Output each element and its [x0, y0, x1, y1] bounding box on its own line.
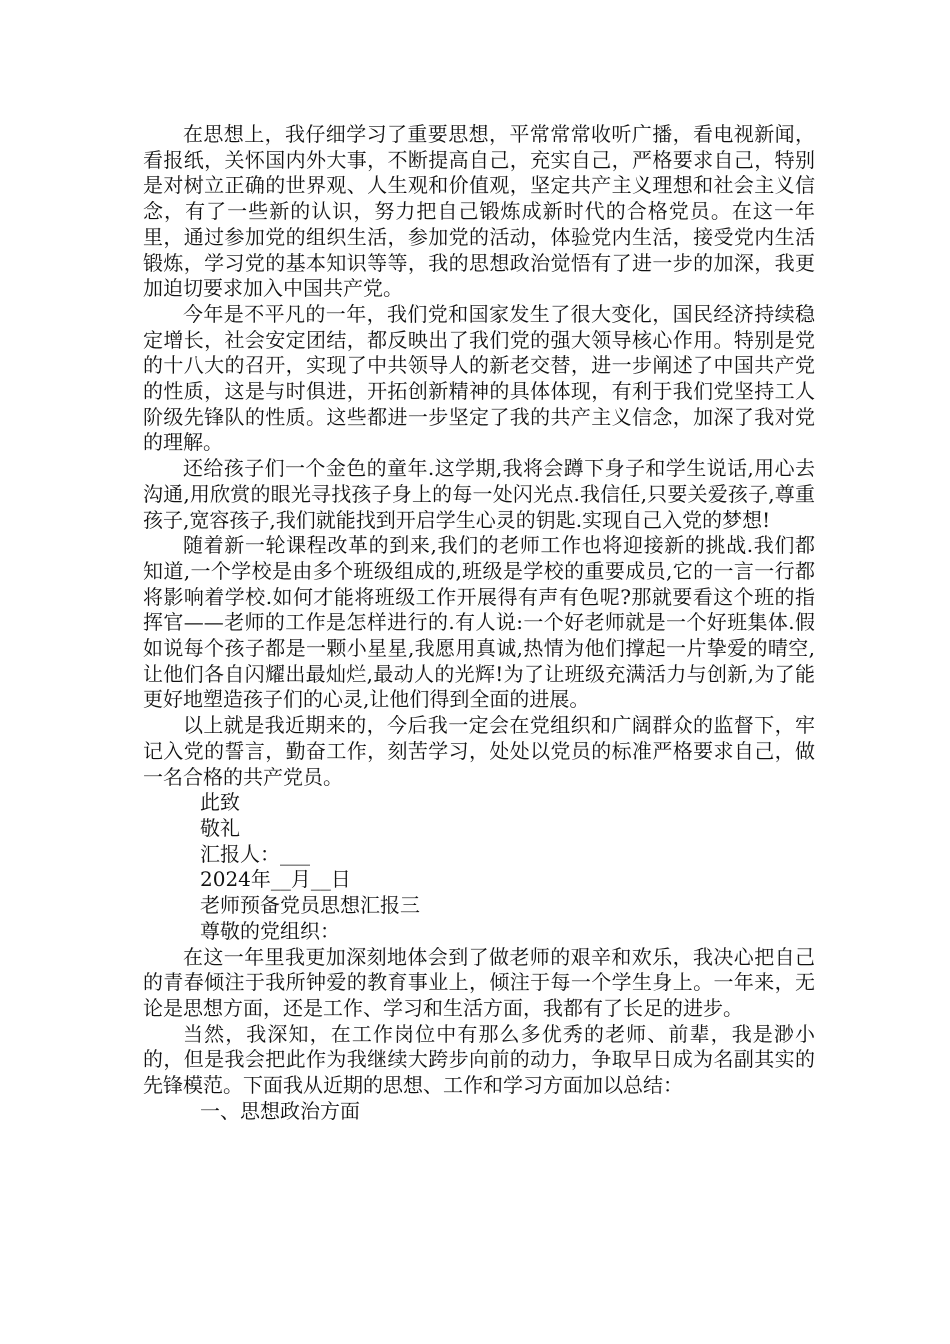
salutation: 尊敬的党组织：	[200, 918, 340, 943]
next-report-title: 老师预备党员思想汇报三	[200, 893, 420, 918]
paragraph-teacher-year: 在这一年里我更加深刻地体会到了做老师的艰辛和欢乐，我决心把自己的青春倾注于我所钟爱的教育事业上，倾注于每一个学生身上。一年来，无论是思想方面，还是工作、学习和生活方面，我都有了长足的进步。	[143, 944, 815, 1020]
paragraph-conclusion: 以上就是我近期来的，今后我一定会在党组织和广阔群众的监督下，牢记入党的誓言，勤奋工作，刻苦学习，处处以党员的标准严格要求自己，做一名合格的共产党员。	[143, 713, 815, 789]
paragraph-children: 还给孩子们一个金色的童年.这学期,我将会蹲下身子和学生说话,用心去沟通,用欣赏的眼光寻找孩子身上的每一处闪光点.我信任,只要关爱孩子,尊重孩子,宽容孩子,我们就能找到开启学生心灵的钥匙.实现自己入党的梦想!	[143, 456, 815, 532]
paragraph-self-awareness: 当然，我深知，在工作岗位中有那么多优秀的老师、前辈，我是渺小的，但是我会把此作为我继续大跨步向前的动力，争取早日成为名副其实的先锋模范。下面我从近期的思想、工作和学习方面加以总结：	[143, 1021, 815, 1098]
document-body	[143, 122, 815, 1124]
date-line: 2024年__月__日	[200, 867, 351, 892]
closing-jingli: 敬礼	[200, 815, 240, 840]
closing-cizhi: 此致	[200, 790, 240, 815]
section-heading: 一、思想政治方面	[200, 1098, 360, 1123]
paragraph-thought: 在思想上，我仔细学习了重要思想，平常常常收听广播，看电视新闻，看报纸，关怀国内外大事，不断提高自己，充实自己，严格要求自己，特别是对树立正确的世界观、人生观和价值观，坚定共产主义理想和社会主义信念，有了一些新的认识，努力把自己锻炼成新时代的合格党员。在这一年里，通过参加党的组织生活，参加党的活动，体验党内生活，接受党内生活锻炼，学习党的基本知识等等，我的思想政治觉悟有了进一步的加深，我更加迫切要求加入中国共产党。	[143, 122, 815, 301]
paragraph-curriculum: 随着新一轮课程改革的到来,我们的老师工作也将迎接新的挑战.我们都知道,一个学校是由多个班级组成的,班级是学校的重要成员,它的一言一行都将影响着学校.如何才能将班级工作开展得有声有色呢?那就要看这个班的指挥官——老师的工作是怎样进行的.有人说:一个好老师就是一个好班集体.假如说每个孩子都是一颗小星星,我愿用真诚,热情为他们撑起一片挚爱的晴空,让他们各自闪耀出最灿烂,最动人的光辉!为了让班级充满活力与创新,为了能更好地塑造孩子们的心灵,让他们得到全面的进展。	[143, 533, 815, 712]
paragraph-year-review: 今年是不平凡的一年，我们党和国家发生了很大变化，国民经济持续稳定增长，社会安定团结，都反映出了我们党的强大领导核心作用。特别是党的十八大的召开，实现了中共领导人的新老交替，进一步阐述了中国共产党的性质，这是与时俱进，开拓创新精神的具体体现，有利于我们党坚持工人阶级先锋队的性质。这些都进一步坚定了我的共产主义信念，加深了我对党的理解。	[143, 301, 815, 455]
reporter-line: 汇报人：___	[200, 841, 310, 866]
